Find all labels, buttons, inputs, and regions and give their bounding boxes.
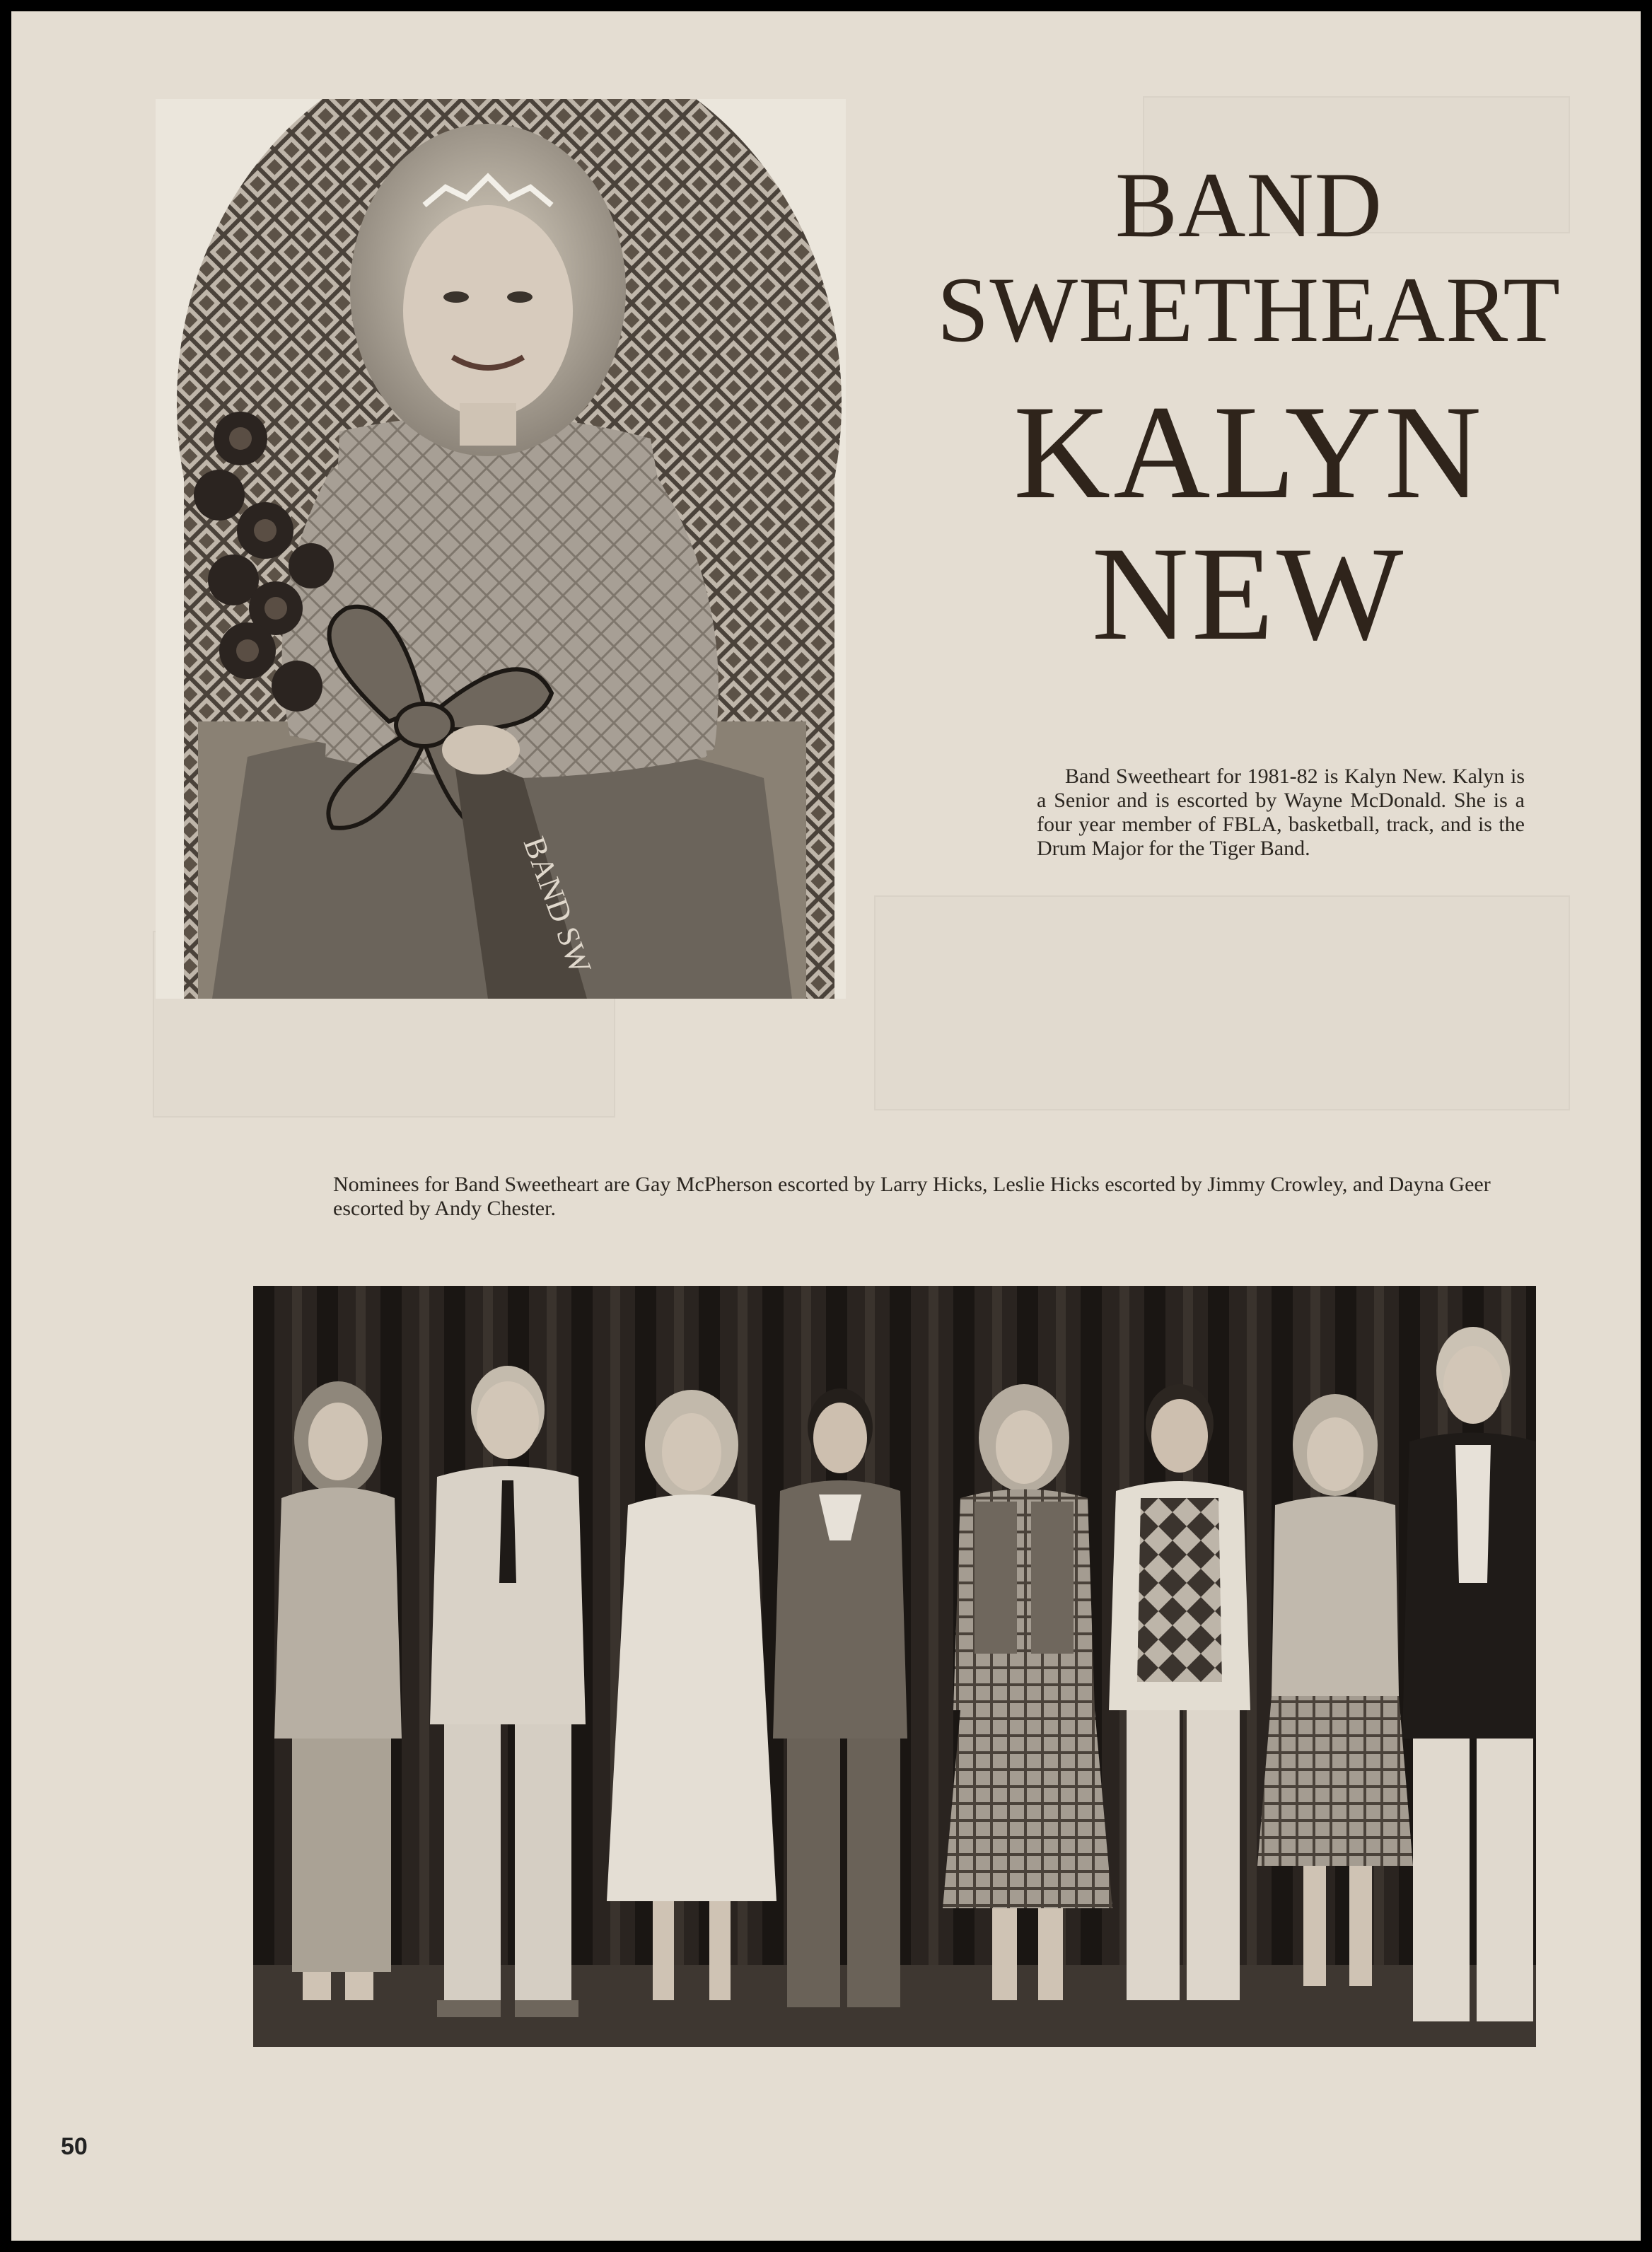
nominees-group-photo bbox=[253, 1286, 1536, 2047]
sweetheart-portrait-photo bbox=[156, 99, 846, 999]
heading-line-sweetheart: SWEETHEART bbox=[937, 257, 1561, 361]
svg-text:BAND SW: BAND SW bbox=[516, 832, 598, 978]
yearbook-page bbox=[11, 11, 1641, 2241]
page-number: 50 bbox=[61, 2133, 88, 2160]
honoree-last-name: NEW bbox=[1091, 520, 1407, 668]
honoree-first-name: KALYN bbox=[1013, 378, 1484, 527]
heading-line-band: BAND bbox=[1115, 153, 1383, 257]
nominees-caption: Nominees for Band Sweetheart are Gay McPherson escorted by Larry Hicks, Leslie Hicks escorted by Jimmy Crowley, and Dayna Geer escorted by Andy Chester. bbox=[333, 1173, 1491, 1220]
winner-caption: Band Sweetheart for 1981-82 is Kalyn New. Kalyn is a Senior and is escorted by Wayne McDonald. She is a four year member of FBLA, basketball, track, and is the Drum Major for the Tiger Band. bbox=[1037, 765, 1525, 860]
bleed-through-block bbox=[874, 895, 1570, 1110]
title-block bbox=[895, 153, 1602, 668]
